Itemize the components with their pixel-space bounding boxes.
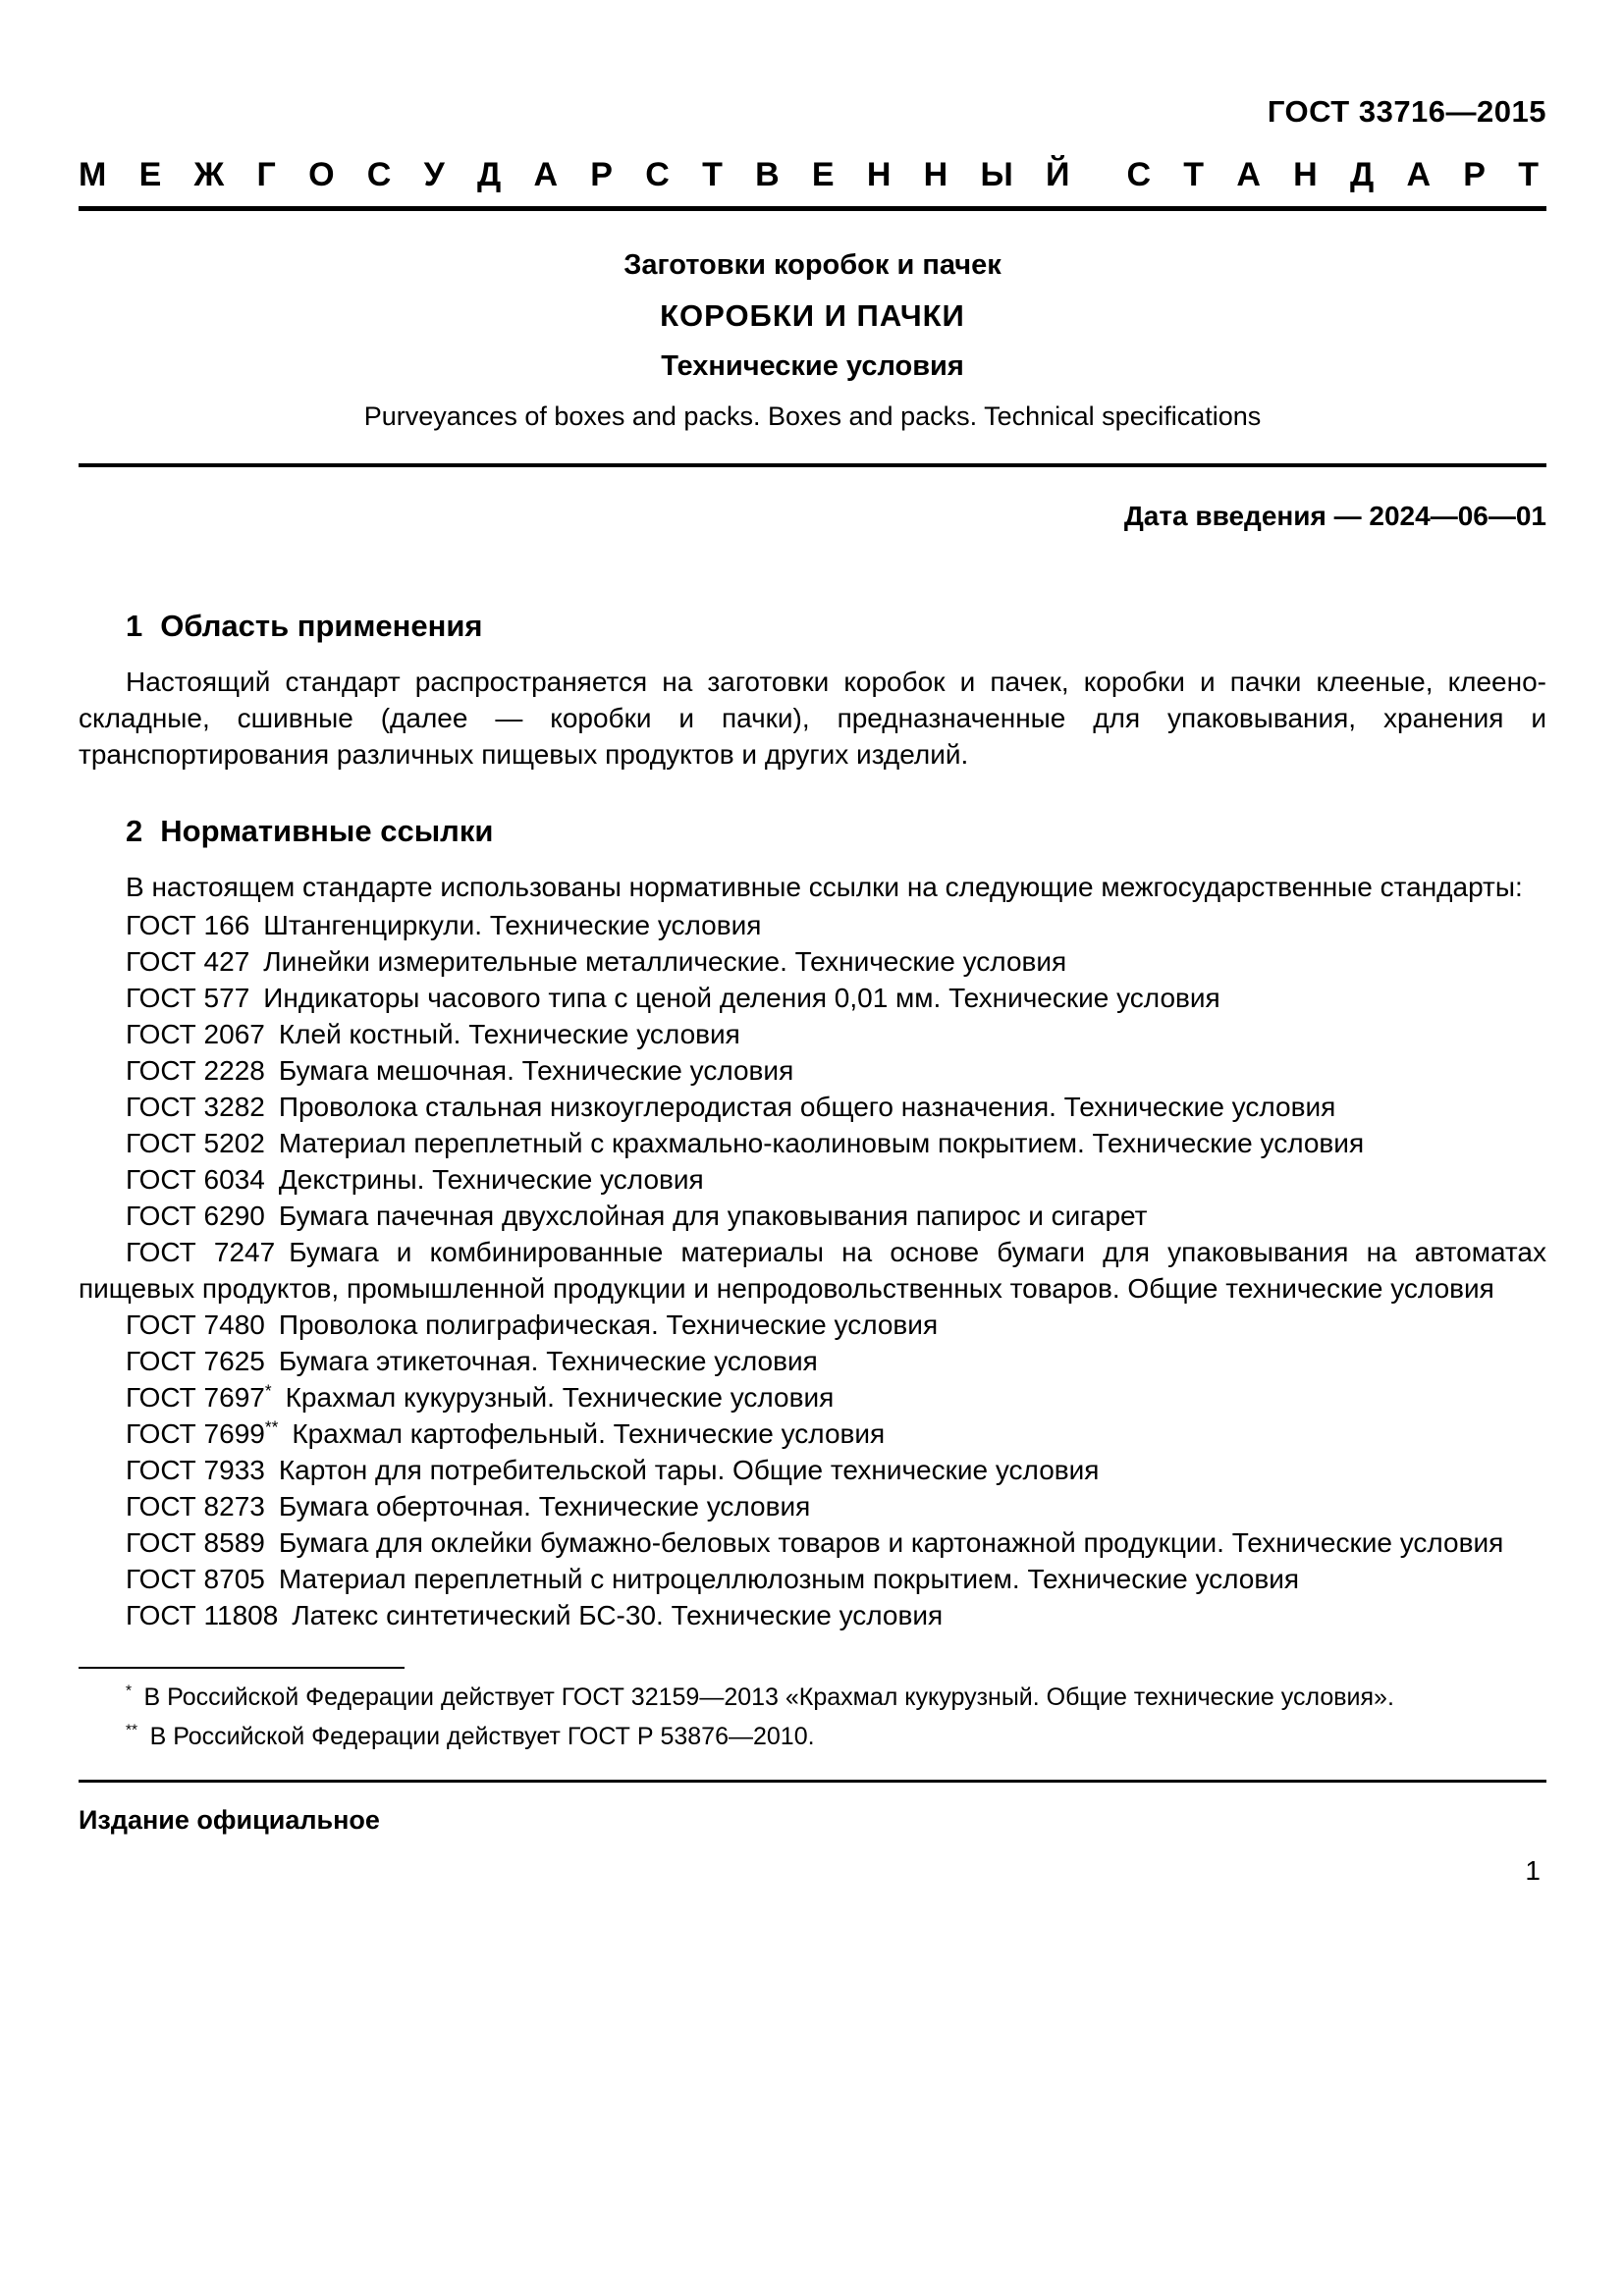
doc-title-main: КОРОБКИ И ПАЧКИ (660, 298, 965, 333)
reference-item (79, 1343, 1546, 1379)
doc-code: ГОСТ 33716—2015 (1267, 94, 1546, 129)
footnote-item (79, 1722, 1546, 1752)
reference-code: ГОСТ 7480 (126, 1309, 265, 1340)
reference-title: Крахмал картофельный. Технические условия (278, 1418, 886, 1449)
effective-date: Дата введения — 2024—06—01 (1123, 501, 1546, 531)
reference-code: ГОСТ 8589 (126, 1527, 265, 1558)
reference-title: Декстрины. Технические условия (264, 1164, 704, 1195)
footnote-marker: ** (126, 1722, 138, 1739)
reference-code: ГОСТ 3282 (126, 1092, 265, 1122)
reference-code: ГОСТ 8273 (126, 1491, 265, 1522)
footnote-separator (79, 1667, 405, 1669)
reference-code: ГОСТ 2228 (126, 1055, 265, 1086)
reference-item (79, 1198, 1546, 1234)
reference-title: Бумага оберточная. Технические условия (264, 1491, 811, 1522)
reference-code: ГОСТ 577 (126, 983, 250, 1013)
reference-code: ГОСТ 7247 (126, 1237, 276, 1267)
reference-item (79, 1561, 1546, 1597)
footnote-marker: * (126, 1682, 133, 1700)
page-number: 1 (1525, 1855, 1541, 1886)
standard-type-banner: М Е Ж Г О С У Д А Р С Т В Е Н Н Ы Й С Т А Н Д А Р Т (79, 156, 1546, 193)
reference-footnote-marker: * (264, 1380, 272, 1401)
reference-title: Проволока полиграфическая. Технические условия (264, 1309, 939, 1340)
reference-title: Картон для потребительской тары. Общие технические условия (264, 1455, 1100, 1485)
reference-code: ГОСТ 7625 (126, 1346, 265, 1376)
footnotes-block (79, 1667, 1546, 1752)
reference-item (79, 1161, 1546, 1198)
reference-title: Бумага и комбинированные материалы на основе бумаги для упаковывания на автоматах пищевых продуктов, промышленной продукции и непродовольственных товаров. Общие технические условия (79, 1237, 1546, 1304)
reference-title: Материал переплетный с крахмально-каолиновым покрытием. Технические условия (264, 1128, 1365, 1158)
reference-title: Латекс синтетический БС-30. Технические условия (278, 1600, 944, 1630)
section-title: Нормативные ссылки (160, 814, 494, 848)
references-list (79, 907, 1546, 1633)
reference-title: Штангенциркули. Технические условия (249, 910, 762, 940)
reference-item (79, 1524, 1546, 1561)
reference-title: Бумага этикеточная. Технические условия (264, 1346, 818, 1376)
reference-item (79, 980, 1546, 1016)
reference-title: Клей костный. Технические условия (264, 1019, 740, 1049)
doc-title-english: Purveyances of boxes and packs. Boxes and packs. Technical specifications (363, 401, 1262, 431)
title-rule (79, 463, 1546, 467)
footnotes (79, 1682, 1546, 1752)
section-title: Область применения (160, 609, 483, 643)
footnote-text: В Российской Федерации действует ГОСТ 32159—2013 «Крахмал кукурузный. Общие технические условия». (132, 1683, 1394, 1711)
reference-code: ГОСТ 6034 (126, 1164, 265, 1195)
reference-item (79, 1488, 1546, 1524)
reference-item (79, 1125, 1546, 1161)
reference-code: ГОСТ 6290 (126, 1201, 265, 1231)
reference-item (79, 1089, 1546, 1125)
reference-item (79, 1307, 1546, 1343)
reference-code: ГОСТ 7697 (126, 1382, 265, 1413)
reference-code: ГОСТ 166 (126, 910, 250, 940)
section-heading-scope (79, 609, 1546, 644)
references-intro: В настоящем стандарте использованы нормативные ссылки на следующие межгосударственные стандарты: (126, 872, 1523, 902)
reference-title: Проволока стальная низкоуглеродистая общего назначения. Технические условия (264, 1092, 1336, 1122)
reference-item (79, 1052, 1546, 1089)
header-rule (79, 206, 1546, 211)
reference-title: Бумага мешочная. Технические условия (264, 1055, 794, 1086)
reference-item (79, 1452, 1546, 1488)
reference-code: ГОСТ 7933 (126, 1455, 265, 1485)
section-number: 2 (126, 814, 143, 848)
reference-item (79, 907, 1546, 943)
doc-title-sub: Технические условия (661, 350, 964, 382)
reference-title: Крахмал кукурузный. Технические условия (271, 1382, 835, 1413)
section-heading-references (79, 814, 1546, 849)
reference-code: ГОСТ 8705 (126, 1564, 265, 1594)
reference-code: ГОСТ 7699 (126, 1418, 265, 1449)
scope-paragraph: Настоящий стандарт распространяется на заготовки коробок и пачек, коробки и пачки клееные, клеено-складные, сшивные (далее — коробки и пачки), предназначенные для упаковывания, хранения и транспортирования различных пищевых продуктов и других изделий. (79, 667, 1546, 770)
footnote-item (79, 1682, 1546, 1713)
reference-item (79, 1234, 1546, 1307)
reference-footnote-marker: ** (264, 1416, 279, 1437)
reference-item (79, 1415, 1546, 1452)
reference-title: Линейки измерительные металлические. Технические условия (249, 946, 1067, 977)
reference-code: ГОСТ 5202 (126, 1128, 265, 1158)
footnote-text: В Российской Федерации действует ГОСТ Р 53876—2010. (137, 1723, 815, 1750)
reference-title: Бумага для оклейки бумажно-беловых товаров и картонажной продукции. Технические условия (264, 1527, 1504, 1558)
edition-note: Издание официальное (79, 1805, 380, 1835)
doc-title-group: Заготовки коробок и пачек (623, 249, 1001, 281)
reference-code: ГОСТ 2067 (126, 1019, 265, 1049)
reference-title: Индикаторы часового типа с ценой деления 0,01 мм. Технические условия (249, 983, 1220, 1013)
reference-code: ГОСТ 11808 (126, 1600, 279, 1630)
reference-item (79, 1379, 1546, 1415)
reference-title: Материал переплетный с нитроцеллюлозным покрытием. Технические условия (264, 1564, 1300, 1594)
reference-title: Бумага пачечная двухслойная для упаковывания папирос и сигарет (264, 1201, 1148, 1231)
section-number: 1 (126, 609, 143, 643)
footer-rule (79, 1780, 1546, 1783)
reference-code: ГОСТ 427 (126, 946, 250, 977)
reference-item (79, 1597, 1546, 1633)
reference-item (79, 943, 1546, 980)
reference-item (79, 1016, 1546, 1052)
